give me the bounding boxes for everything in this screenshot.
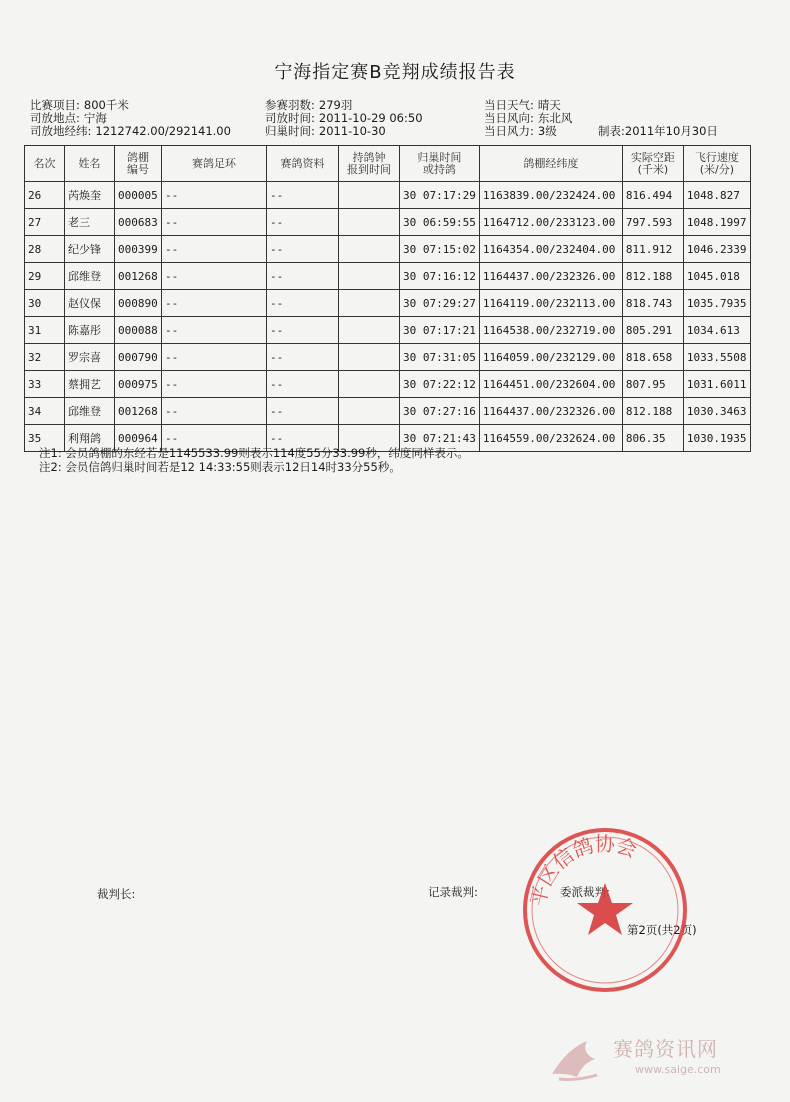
recorder-label: 记录裁判: [428,885,478,899]
table-cell: 1033.5508 [683,344,750,371]
meta-value: 3级 [537,124,557,138]
table-cell: 797.593 [622,209,683,236]
table-row [25,344,751,371]
table-cell: 31 [25,317,65,344]
table-cell: -- [267,317,339,344]
footnote-2: 注2: 会员信鸽归巢时间若是12 14:33:55则表示12日14时33分55秒。 [39,460,401,474]
table-cell: 812.188 [622,398,683,425]
table-cell: 1164437.00/232326.00 [479,398,622,425]
table-cell: 1164354.00/232404.00 [479,236,622,263]
table-cell: 000975 [115,371,162,398]
table-cell: -- [267,371,339,398]
table-cell: 001268 [115,263,162,290]
meta-item [30,125,231,138]
table-cell: 1164712.00/233123.00 [479,209,622,236]
table-cell: 000683 [115,209,162,236]
svg-text:平区信鸽协会: 平区信鸽协会 [525,831,640,909]
table-cell: 000964 [115,425,162,452]
star-icon [577,883,633,935]
table-cell: 1034.613 [683,317,750,344]
table-cell: 30 07:22:12 [400,371,480,398]
table-cell: -- [162,344,267,371]
watermark-name: 赛鸽资讯网 [613,1037,718,1061]
footnote-1: 注1: 会员鸽棚的东经若是1145533.99则表示114度55分33.99秒，纬度同样表示。 [39,446,469,460]
table-cell [339,371,400,398]
table-cell: 1163839.00/232424.00 [479,182,622,209]
table-cell: 30 07:29:27 [400,290,480,317]
meta-value: 2011-10-29 06:50 [318,111,423,125]
table-cell [339,317,400,344]
col-header-loft-no: 鸽棚 编号 [115,146,162,182]
table-cell [339,236,400,263]
meta-item [265,125,423,138]
table-cell: 罗宗喜 [65,344,115,371]
col-header-rank: 名次 [25,146,65,182]
chief-judge-label: 裁判长: [97,887,136,901]
meta-value: 晴天 [537,98,561,112]
meta-value: 宁海 [83,111,107,125]
meta-key: 司放时间: [265,111,315,125]
col-header-coords: 鸽棚经纬度 [479,146,622,182]
table-cell: 1046.2339 [683,236,750,263]
table-cell: 000005 [115,182,162,209]
table-row [25,209,751,236]
table-cell: -- [162,425,267,452]
pigeon-logo-icon [547,1029,607,1089]
table-cell: 1164538.00/232719.00 [479,317,622,344]
table-cell: -- [162,290,267,317]
table-cell: -- [162,398,267,425]
meta-key: 归巢时间: [265,124,315,138]
table-cell: 805.291 [622,317,683,344]
watermark-url: www.saige.com [635,1063,721,1076]
meta-item [484,125,572,138]
table-cell: 806.35 [622,425,683,452]
table-cell: 蔡拥艺 [65,371,115,398]
table-cell: 老三 [65,209,115,236]
table-row [25,290,751,317]
table-cell: 邱维登 [65,263,115,290]
table-cell: 818.658 [622,344,683,371]
meta-key: 司放地点: [30,111,80,125]
table-cell [339,182,400,209]
col-header-return-time: 归巢时间 或持鸽 [400,146,480,182]
table-cell: 芮焕奎 [65,182,115,209]
table-cell: 27 [25,209,65,236]
meta-col-1 [30,99,231,138]
table-cell: 1030.3463 [683,398,750,425]
table-cell: 30 07:15:02 [400,236,480,263]
table-cell: 30 07:17:29 [400,182,480,209]
table-cell: -- [162,263,267,290]
table-cell: 1030.1935 [683,425,750,452]
col-header-distance: 实际空距 (千米) [622,146,683,182]
site-watermark [545,1025,780,1095]
table-cell: 30 07:31:05 [400,344,480,371]
meta-value: 2011-10-30 [318,124,386,138]
table-cell: -- [267,182,339,209]
table-cell: 816.494 [622,182,683,209]
table-cell: 30 07:16:12 [400,263,480,290]
meta-col-2 [265,99,423,138]
table-cell: 812.188 [622,263,683,290]
meta-key: 当日天气: [484,98,534,112]
table-cell [339,209,400,236]
col-header-name: 姓名 [65,146,115,182]
table-cell: 33 [25,371,65,398]
table-cell: -- [267,209,339,236]
table-cell: -- [267,344,339,371]
table-cell: -- [267,425,339,452]
table-row [25,263,751,290]
table-cell: -- [162,182,267,209]
table-cell: 1045.018 [683,263,750,290]
red-seal-stamp [520,825,690,995]
table-cell: 26 [25,182,65,209]
table-cell: 818.743 [622,290,683,317]
table-cell: 1048.827 [683,182,750,209]
table-cell: 赵仪保 [65,290,115,317]
table-header-row [25,146,751,182]
assigned-judge-label: 委派裁判: [560,885,610,899]
table-cell: 29 [25,263,65,290]
meta-key: 司放地经纬: [30,124,92,138]
page-title: 宁海指定赛B竞翔成绩报告表 [274,62,516,83]
table-cell: -- [267,290,339,317]
table-cell: 30 07:27:16 [400,398,480,425]
table-cell: 30 06:59:55 [400,209,480,236]
table-cell: 30 [25,290,65,317]
table-cell: 000088 [115,317,162,344]
table-cell: 000790 [115,344,162,371]
table-cell: 纪少锋 [65,236,115,263]
table-cell: 邱维登 [65,398,115,425]
table-cell: 1164451.00/232604.00 [479,371,622,398]
table-cell: -- [267,263,339,290]
table-cell: 1164059.00/232129.00 [479,344,622,371]
page-number: 第2页(共2页) [627,923,697,937]
table-cell: 1035.7935 [683,290,750,317]
table-cell: 30 07:21:43 [400,425,480,452]
table-cell: 000399 [115,236,162,263]
footnotes [39,446,469,474]
meta-key: 当日风向: [484,111,534,125]
table-cell: 000890 [115,290,162,317]
table-cell: 1164559.00/232624.00 [479,425,622,452]
table-cell: 1048.1997 [683,209,750,236]
table-cell: 利翔鸽 [65,425,115,452]
table-cell: 807.95 [622,371,683,398]
table-cell: -- [162,209,267,236]
table-cell: 35 [25,425,65,452]
table-cell: 1164119.00/232113.00 [479,290,622,317]
made-date: 制表:2011年10月30日 [598,124,718,138]
table-cell [339,263,400,290]
results-table [24,145,751,452]
meta-key: 比赛项目: [30,98,80,112]
col-header-ring: 赛鸽足环 [162,146,267,182]
meta-value: 279羽 [318,98,353,112]
meta-col-3 [484,99,572,138]
table-row [25,371,751,398]
table-cell: 001268 [115,398,162,425]
col-header-info: 赛鸽资料 [267,146,339,182]
meta-key: 参赛羽数: [265,98,315,112]
table-cell: -- [267,236,339,263]
table-cell [339,344,400,371]
table-cell: -- [162,236,267,263]
table-cell: -- [267,398,339,425]
table-cell: 1164437.00/232326.00 [479,263,622,290]
table-cell: -- [162,317,267,344]
table-row [25,182,751,209]
table-row [25,317,751,344]
meta-value: 800千米 [83,98,129,112]
meta-key: 当日风力: [484,124,534,138]
table-cell: 811.912 [622,236,683,263]
meta-value: 1212742.00/292141.00 [95,124,231,138]
table-cell: 陈嘉彤 [65,317,115,344]
table-row [25,398,751,425]
col-header-speed: 飞行速度 (米/分) [683,146,750,182]
table-cell: 30 07:17:21 [400,317,480,344]
table-cell: 34 [25,398,65,425]
table-cell: -- [162,371,267,398]
col-header-clock-time: 持鸽钟 报到时间 [339,146,400,182]
table-cell [339,398,400,425]
table-cell: 32 [25,344,65,371]
table-cell [339,290,400,317]
table-cell: 28 [25,236,65,263]
table-cell: 1031.6011 [683,371,750,398]
meta-value: 东北风 [537,111,573,125]
table-row [25,236,751,263]
